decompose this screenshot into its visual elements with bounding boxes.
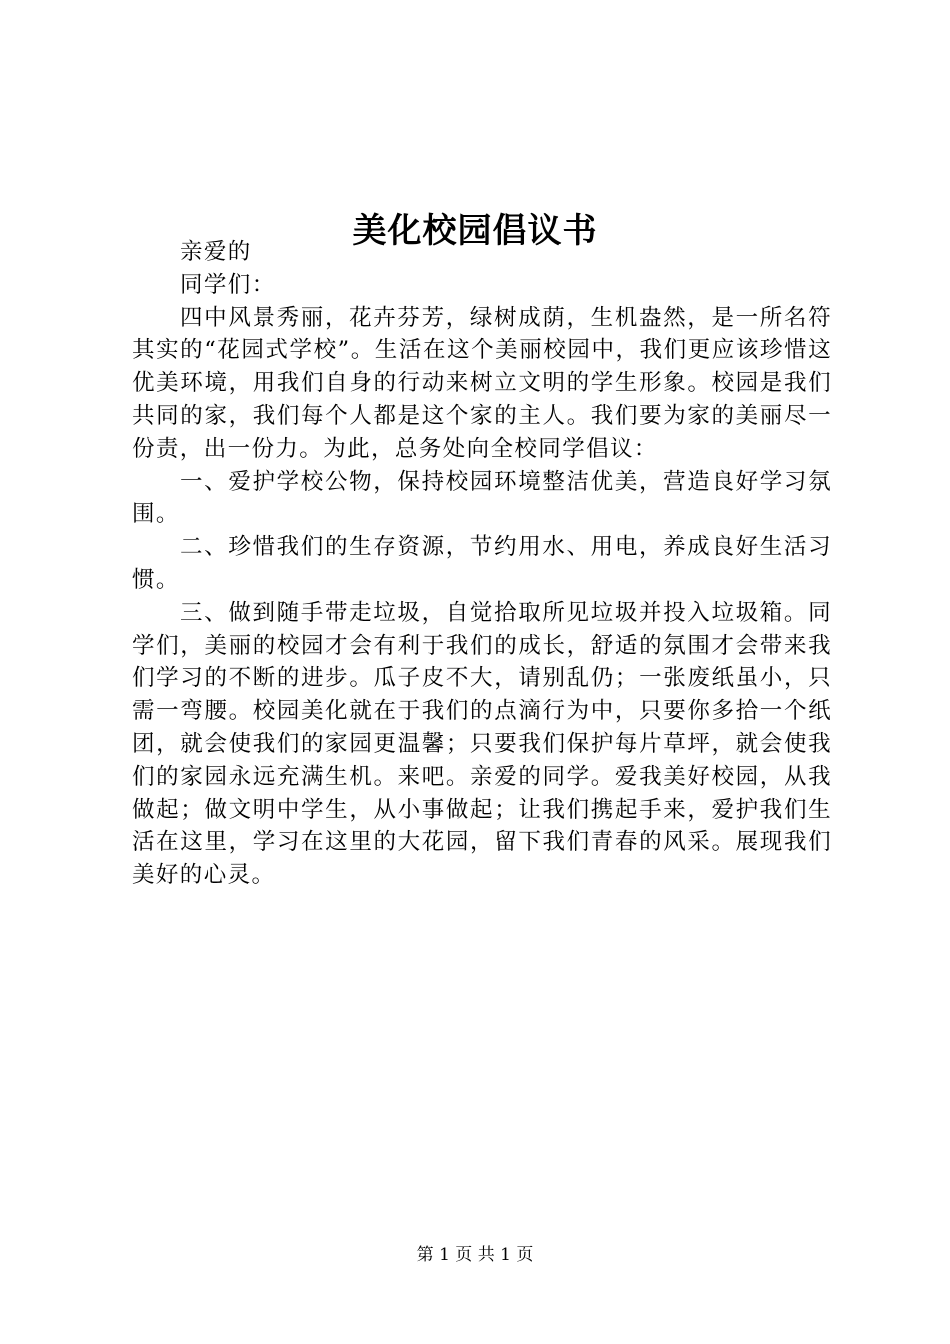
- salutation-line-2: 同学们：: [180, 271, 276, 298]
- salutation-line-1: 亲爱的: [180, 239, 252, 265]
- intro-paragraph: 四中风景秀丽，花卉芬芳，绿树成荫，生机盎然，是一所名符其实的“花园式学校”。生活在这个美丽校园中，我们更应该珍惜这优美环境，用我们自身的行动来树立文明的学生形象。校园是我们共同的家，我们每个人都是这个家的主人。我们要为家的美丽尽一份责，出一份力。为此，总务处向全校同学倡议：: [132, 304, 832, 462]
- proposal-item-1: 一、爱护学校公物，保持校园环境整洁优美，营造良好学习氛围。: [132, 468, 832, 528]
- page-footer: 第 1 页 共 1 页: [416, 1245, 534, 1265]
- document-body: [132, 236, 832, 892]
- proposal-item-2: 二、珍惜我们的生存资源，节约用水、用电，养成良好生活习惯。: [132, 534, 832, 593]
- proposal-item-3: 三、做到随手带走垃圾，自觉拾取所见垃圾并投入垃圾箱。同学们，美丽的校园才会有利于我们的成长，舒适的氛围才会带来我们学习的不断的进步。瓜子皮不大，请别乱仍；一张废纸虽小，只需一弯腰。校园美化就在于我们的点滴行为中，只要你多拾一个纸团，就会使我们的家园更温馨；只要我们保护每片草坪，就会使我们的家园永远充满生机。来吧。亲爱的同学。爱我美好校园，从我做起；做文明中学生，从小事做起；让我们携起手来，爱护我们生活在这里，学习在这里的大花园，留下我们青春的风采。展现我们美好的心灵。: [132, 599, 832, 889]
- document-title: 美化校园倡议书: [352, 210, 598, 251]
